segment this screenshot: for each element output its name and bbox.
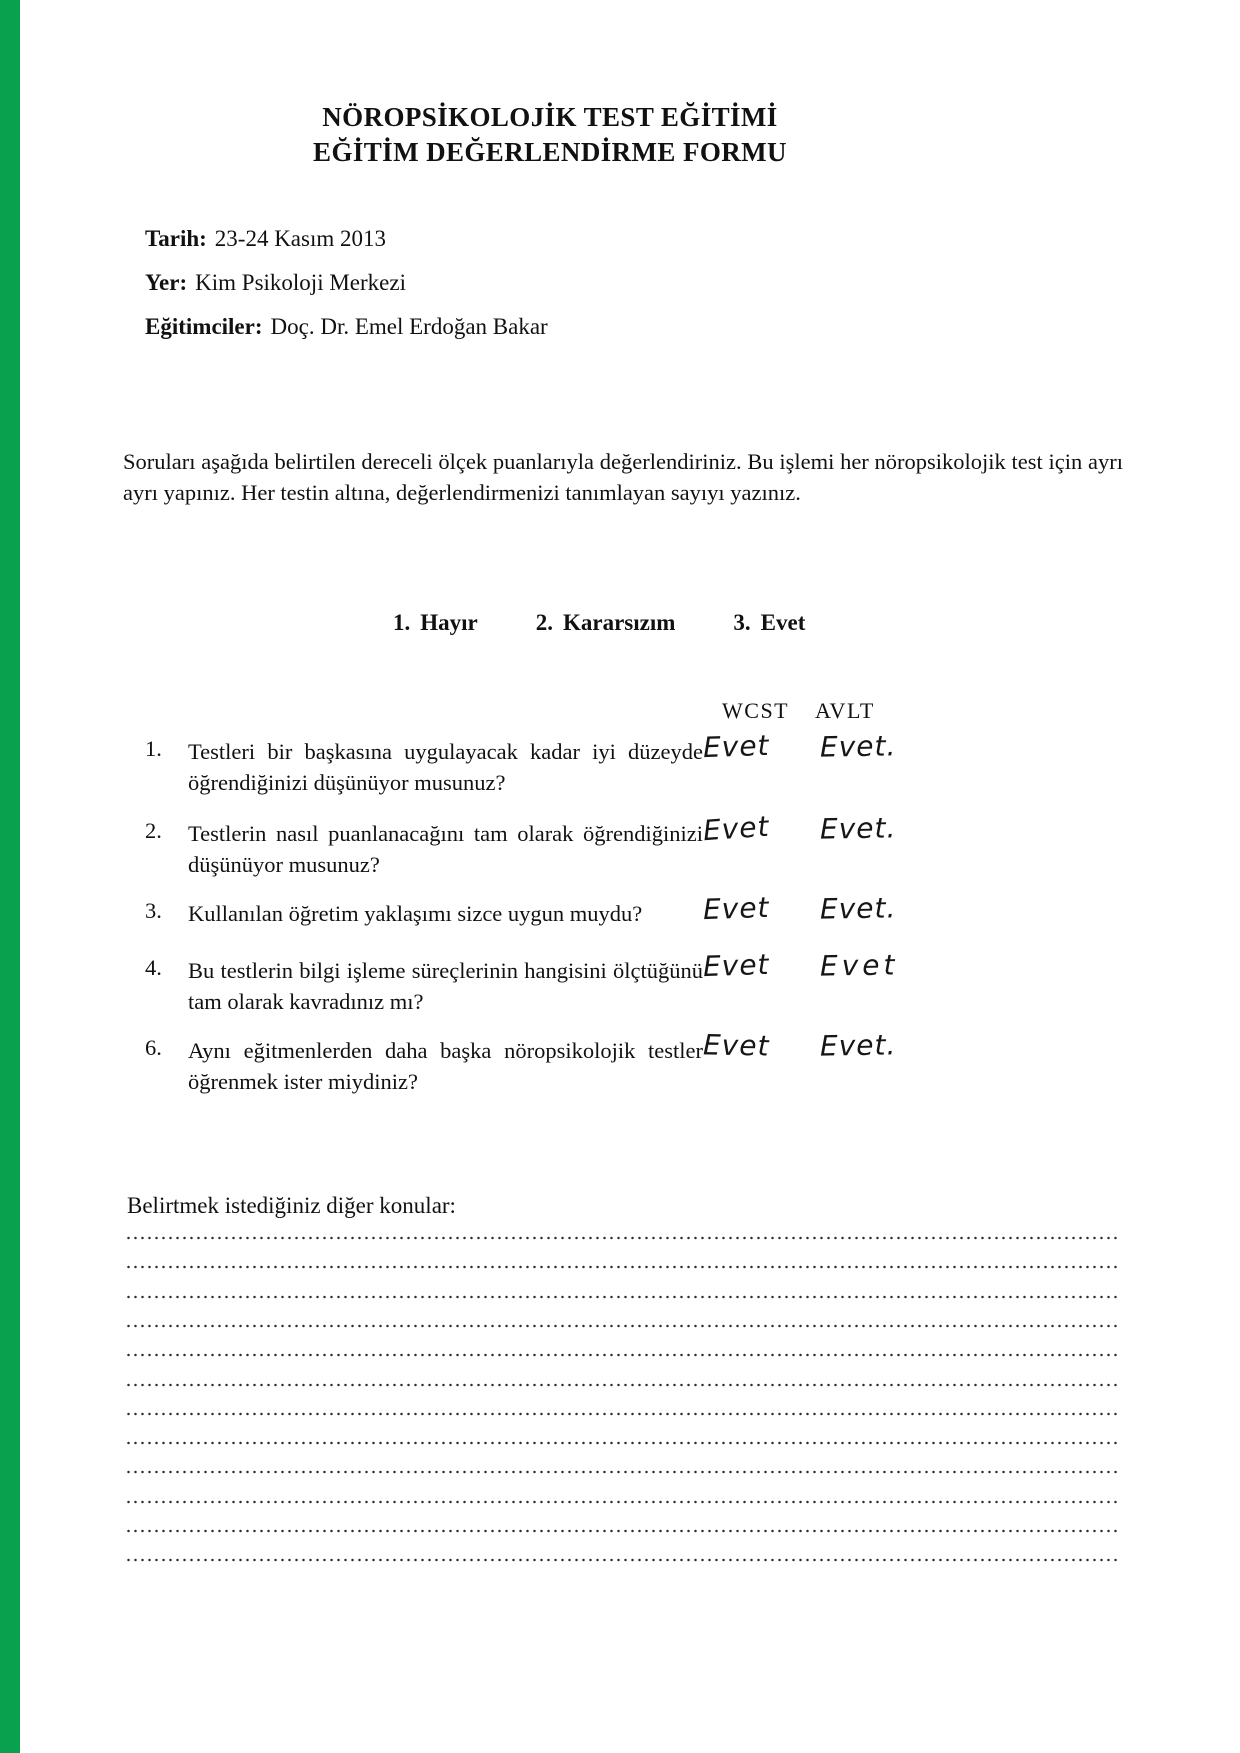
scale-option-number: 1. — [393, 610, 411, 635]
dotted-answer-line — [125, 1470, 1121, 1474]
scale-option-label: Evet — [760, 610, 806, 635]
column-header-wcst: WCST — [722, 698, 790, 723]
dotted-answer-line — [125, 1529, 1121, 1533]
dotted-answer-line — [125, 1265, 1121, 1269]
trainers-value: Doç. Dr. Emel Erdoğan Bakar — [270, 314, 548, 339]
handwritten-answer-avlt: Evet. — [819, 811, 897, 846]
question-text: Testleri bir başkasına uygulayacak kadar iyi düzeyde öğrendiğinizi düşünüyor musunuz? — [188, 739, 703, 795]
other-topics-label: Belirtmek istediğiniz diğer konular: — [127, 1193, 456, 1218]
place-label: Yer: — [145, 270, 188, 295]
trainers-label: Eğitimciler: — [145, 314, 263, 339]
handwritten-answer-wcst: Evet — [702, 728, 771, 765]
handwritten-answer-avlt: Evet. — [819, 1028, 897, 1063]
dotted-answer-line — [125, 1295, 1121, 1299]
dotted-answer-line — [125, 1383, 1121, 1387]
handwritten-answer-wcst: Evet — [702, 890, 771, 927]
dotted-answer-line — [125, 1558, 1121, 1562]
question-text: Bu testlerin bilgi işleme süreçlerinin hangisini ölçtüğünü tam olarak kavradınız mı? — [188, 958, 703, 1014]
handwritten-answer-avlt: Evet — [819, 948, 899, 983]
question-number: 6. — [145, 1035, 162, 1060]
column-header-avlt: AVLT — [815, 698, 875, 723]
document-title-line2: EĞİTİM DEĞERLENDİRME FORMU — [313, 137, 787, 167]
document-title-line1: NÖROPSİKOLOJİK TEST EĞİTİMİ — [322, 102, 778, 132]
question-text: Testlerin nasıl puanlanacağını tam olarak öğrendiğinizi düşünüyor musunuz? — [188, 821, 703, 877]
handwritten-answer-wcst: Evet — [701, 809, 771, 848]
handwritten-answer-avlt: Evet. — [819, 729, 897, 764]
scale-option-number: 3. — [733, 610, 751, 635]
date-label: Tarih: — [145, 226, 207, 251]
handwritten-answer-avlt: Evet. — [819, 891, 897, 926]
dotted-answer-line — [125, 1500, 1121, 1504]
question-number: 3. — [145, 898, 162, 923]
instructions-paragraph: Soruları aşağıda belirtilen dereceli ölçek puanlarıyla değerlendiriniz. Bu işlemi her nöropsikolojik test için ayrı ayrı yapınız. Her testin altına, değerlendirmenizi tanımlayan sayıyı yazınız. — [123, 449, 1123, 505]
dotted-answer-line — [125, 1412, 1121, 1416]
dotted-answer-line — [125, 1236, 1121, 1240]
date-value: 23-24 Kasım 2013 — [214, 226, 386, 251]
handwritten-answer-wcst: Evet — [702, 947, 771, 984]
question-number: 2. — [145, 818, 162, 843]
scale-option-number: 2. — [535, 610, 553, 635]
dotted-answer-line — [125, 1324, 1121, 1328]
question-text: Aynı eğitmenlerden daha başka nöropsikolojik testler öğrenmek ister miydiniz? — [188, 1038, 703, 1094]
question-text: Kullanılan öğretim yaklaşımı sizce uygun muydu? — [188, 901, 643, 926]
question-number: 4. — [145, 955, 162, 980]
scale-option-label: Hayır — [420, 610, 478, 635]
scale-option-label: Kararsızım — [563, 610, 676, 635]
dotted-answer-line — [125, 1441, 1121, 1445]
handwritten-answer-wcst: Evet — [702, 1028, 770, 1063]
place-value: Kim Psikoloji Merkezi — [195, 270, 406, 295]
dotted-answer-line — [125, 1353, 1121, 1357]
question-number: 1. — [145, 736, 162, 761]
